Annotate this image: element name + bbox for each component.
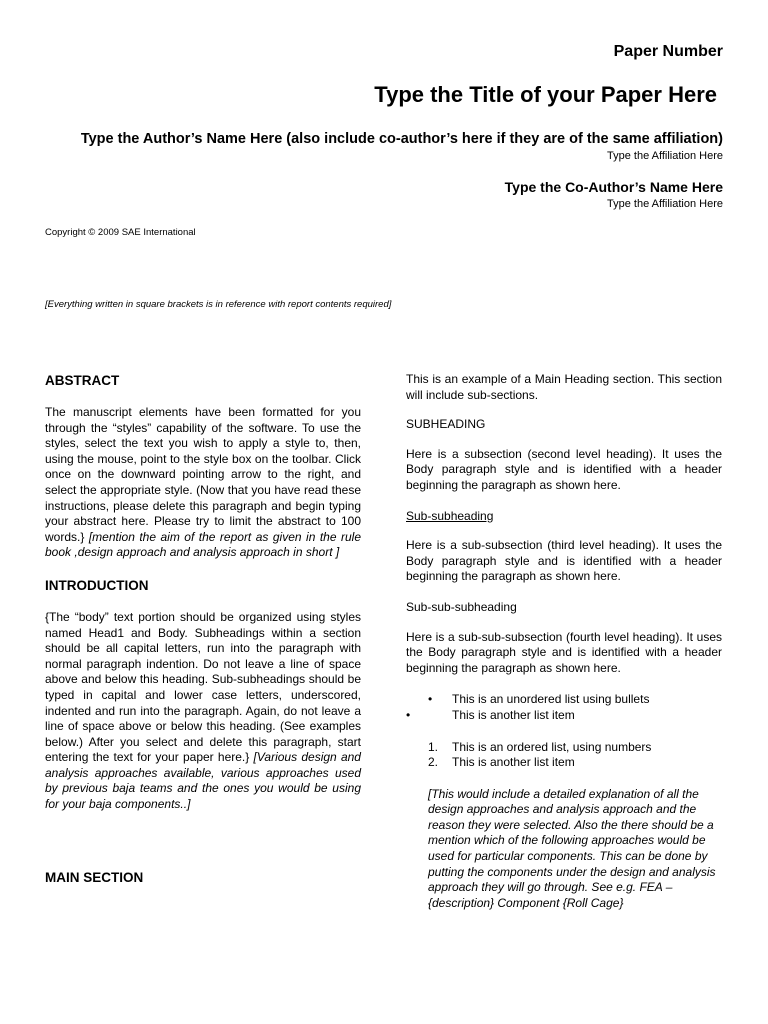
unordered-list xyxy=(406,692,722,723)
bracket-note: [Everything written in square brackets is in reference with report contents required] xyxy=(45,299,392,310)
paper-title: Type the Title of your Paper Here xyxy=(374,82,717,107)
main-intro-paragraph: This is an example of a Main Heading section. This section will include sub-sections. xyxy=(406,372,722,402)
list-item: • This is another list item xyxy=(406,707,575,722)
introduction-heading: INTRODUCTION xyxy=(45,577,149,593)
design-approach-note: [This would include a detailed explanation of all the design approaches and analysis approach and the reason they were selected. Also the there should be a mention which of the following approaches would be used for particular components. This can be done by putting the components under the design and analysis approach they will go through. See e.g. FEA – {description} Component {Roll Cage} xyxy=(428,786,716,910)
coauthor-affiliation: Type the Affiliation Here xyxy=(607,198,723,210)
abstract-paragraph xyxy=(45,405,361,561)
list-item: 1. This is an ordered list, using numbers xyxy=(428,739,652,754)
sub-sub-subheading-paragraph: Here is a sub-sub-subsection (fourth level heading). It uses the Body paragraph style and is identified with a header beginning the paragraph as shown here. xyxy=(406,629,722,675)
ordered-list xyxy=(406,740,722,771)
list-item: 2. This is another list item xyxy=(428,755,575,770)
sub-subheading-paragraph: Here is a sub-subsection (third level heading). It uses the Body paragraph style and is identified with a header beginning the paragraph as shown here. xyxy=(406,538,722,584)
sub-subheading: Sub-subheading xyxy=(406,508,494,523)
subheading-paragraph: Here is a subsection (second level heading). It uses the Body paragraph style and is identified with a header beginning the paragraph as shown here. xyxy=(406,446,722,492)
sub-sub-subheading: Sub-sub-subheading xyxy=(406,599,517,614)
introduction-paragraph xyxy=(45,610,361,813)
introduction-italic-note: [Various design and analysis approaches available, various approaches used by previous baja teams and the ones you would be using for your baja components..] xyxy=(45,750,361,812)
author-name: Type the Author’s Name Here (also include co-author’s here if they are of the same affiliation) xyxy=(80,131,723,147)
bullet-icon: • xyxy=(406,707,411,722)
abstract-body: The manuscript elements have been formatted for you through the “styles” capability of the software. To use the styles, select the text you wish to apply a style to, then, using the mouse, point to the style box on the toolbar. Click once on the downward pointing arrow to the right, and select the appropriate style. (Now that you have read these instructions, please delete this paragraph and begin typing your abstract here. Please try to limit the abstract to 100 words.} xyxy=(45,405,361,544)
left-column xyxy=(45,372,361,886)
main-section-heading: MAIN SECTION xyxy=(45,869,144,885)
abstract-italic-note: [mention the aim of the report as given in the rule book ,design approach and analysis approach in short ] xyxy=(45,529,362,560)
paper-number: Paper Number xyxy=(613,43,723,60)
subheading: SUBHEADING xyxy=(406,417,486,432)
coauthor-name: Type the Co-Author’s Name Here xyxy=(504,179,723,195)
abstract-heading: ABSTRACT xyxy=(45,373,120,388)
list-item: • This is an unordered list using bullets xyxy=(428,692,650,707)
right-column xyxy=(406,372,722,911)
introduction-body: {The “body” text portion should be organized using styles named Head1 and Body. Subheadings within a section should be all capital letters, run into the paragraph with normal paragraph indention. Do not leave a line of space above and below this heading. Sub-subheadings should be typed in capital and lower case letters, underscored, indented and run into the paragraph. Again, do not leave a line of space above or below this heading. (See examples below.) After you select and delete this paragraph, start entering the text for your paper here.} xyxy=(45,609,361,765)
bullet-icon: • xyxy=(428,692,433,707)
copyright-notice: Copyright © 2009 SAE International xyxy=(45,227,196,238)
author-affiliation: Type the Affiliation Here xyxy=(607,150,723,162)
